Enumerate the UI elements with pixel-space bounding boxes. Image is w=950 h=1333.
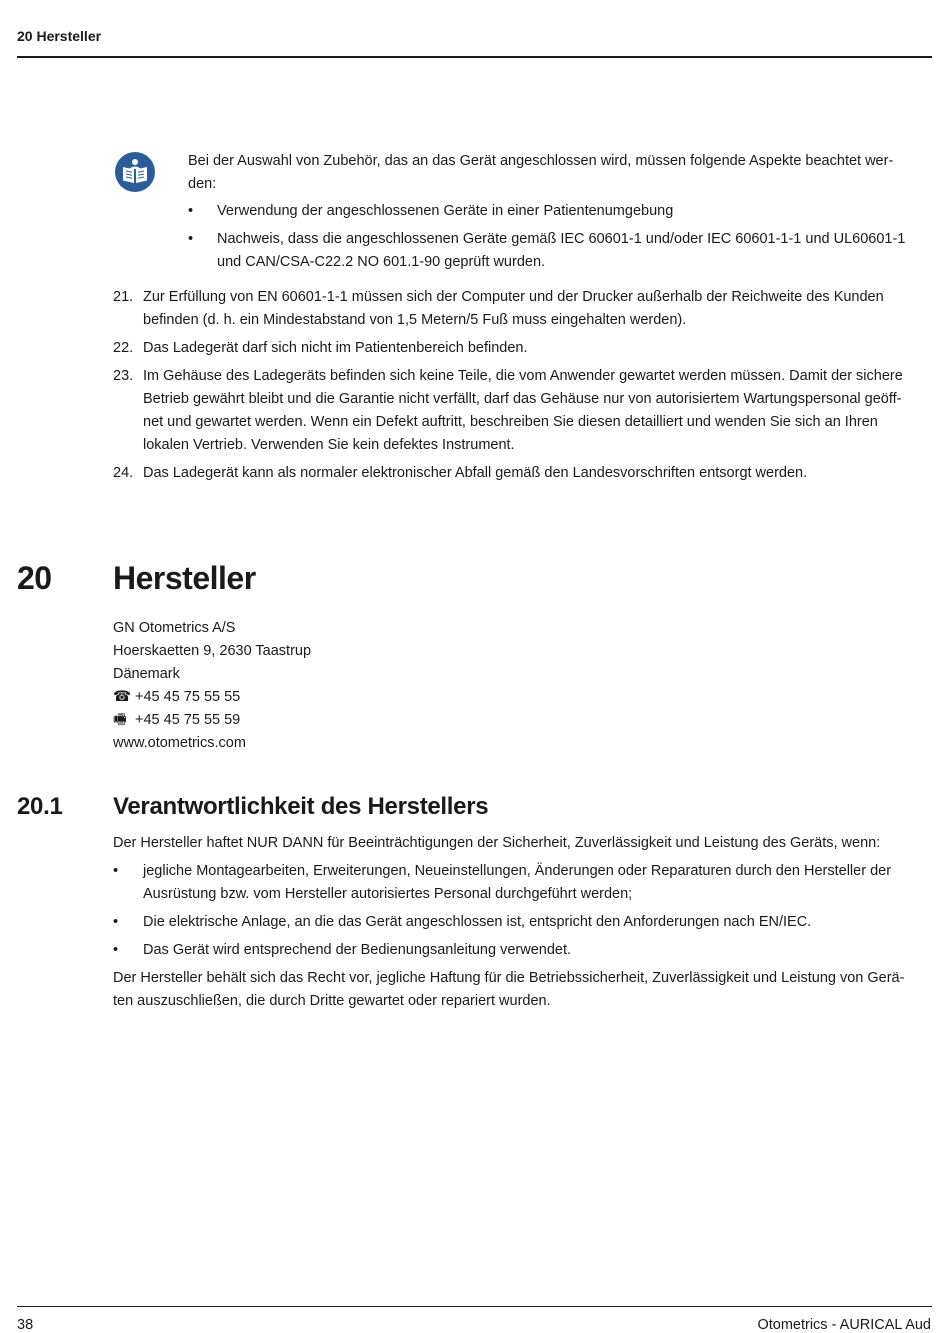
numbered-item [113,365,913,457]
list-item [188,200,908,223]
telephone-icon: ☎ [113,689,132,705]
bullet: • [188,231,194,247]
numbered-item [113,286,913,332]
item-number: 21. [113,289,134,305]
street-address: Hoerskaetten 9, 2630 Taastrup [113,643,312,659]
list-item-text: Nachweis, dass die angeschlossenen Geräte gemäß IEC 60601-1 und/oder IEC 60601-1-1 und UL60601-1 und CAN/CSA-C22.2 NO 601.1-90 geprüft wurden. [217,231,906,270]
page-number: 38 [17,1317,34,1333]
section-title: Verantwortlichkeit des Herstellers [113,793,489,820]
numbered-item [113,337,913,360]
section-body [113,832,921,1018]
item-number: 22. [113,340,134,356]
fax-icon: 🖷 [113,712,127,728]
chapter-title: Hersteller [113,560,256,596]
list-item-text: jegliche Montagearbeiten, Erweiterungen, Neueinstellungen, Änderungen oder Reparaturen durch den Hersteller der Ausrüstung bzw. vom Hersteller autorisiertes Personal durchgeführt werden; [143,863,892,902]
bullet: • [188,203,194,219]
bullet: • [113,942,119,958]
notice-list [188,200,908,274]
list-item-text: Die elektrische Anlage, an die das Gerät angeschlossen ist, entspricht den Anforderungen nach EN/IEC. [143,914,812,930]
item-text: Zur Erfüllung von EN 60601-1-1 müssen sich der Computer und der Drucker außerhalb der Reichweite des Kunden befinden (d. h. ein Mindestabstand von 1,5 Metern/5 Fuß muss eingehalten werden). [143,289,884,328]
header-rule [17,56,932,58]
document-name: Otometrics - AURICAL Aud [757,1317,931,1333]
section-closing: Der Hersteller behält sich das Recht vor, jegliche Haftung für die Betriebssicherheit, Zuverlässigkeit und Leistung von Gerä-ten auszuschließen, die durch Dritte gewartet oder repariert wurden. [113,970,905,1009]
bullet: • [113,863,119,879]
footer-rule [17,1306,932,1307]
conditions-list [113,860,921,962]
notice-intro: Bei der Auswahl von Zubehör, das an das Gerät angeschlossen wird, müssen folgende Aspekte beachtet wer-den: [188,153,894,192]
item-text: Im Gehäuse des Ladegeräts befinden sich keine Teile, die vom Anwender gewartet werden müssen. Damit der sichere Betrieb gewährt bleibt und die Garantie nicht verfällt, darf das Gehäuse nur von autorisiertem Wartungspersonal geöff-net und gewartet werden. Wenn ein Defekt auftritt, beschreiben Sie diesen detailliert und wenden Sie sich an Ihren lokalen Vertrieb. Verwenden Sie kein defektes Instrument. [143,368,903,453]
item-text: Das Ladegerät darf sich nicht im Patientenbereich befinden. [143,340,528,356]
consult-instructions-icon [115,152,155,192]
company-name: GN Otometrics A/S [113,620,236,636]
numbered-list [113,286,913,490]
running-header: 20 Hersteller [17,28,102,44]
list-item-text: Verwendung der angeschlossenen Geräte in einer Patientenumgebung [217,203,674,219]
list-item [113,939,921,962]
section-intro: Der Hersteller haftet NUR DANN für Beeinträchtigungen der Sicherheit, Zuverlässigkeit und Leistung des Geräts, wenn: [113,835,881,851]
section-number: 20.1 [17,793,63,820]
list-item-text: Das Gerät wird entsprechend der Bedienungsanleitung verwendet. [143,942,572,958]
notice-block [188,150,908,279]
item-number: 23. [113,368,134,384]
website: www.otometrics.com [113,735,246,751]
fax-line [113,709,311,732]
item-number: 24. [113,465,134,481]
fax-number: +45 45 75 55 59 [135,712,241,728]
list-item [113,860,921,906]
numbered-item [113,462,913,485]
item-text: Das Ladegerät kann als normaler elektronischer Abfall gemäß den Landesvorschriften entsorgt werden. [143,465,808,481]
country: Dänemark [113,666,180,682]
manufacturer-address [113,617,311,755]
bullet: • [113,914,119,930]
list-item [188,228,908,274]
phone-line [113,686,311,709]
list-item [113,911,921,934]
phone-number: +45 45 75 55 55 [135,689,241,705]
chapter-number: 20 [17,560,52,596]
